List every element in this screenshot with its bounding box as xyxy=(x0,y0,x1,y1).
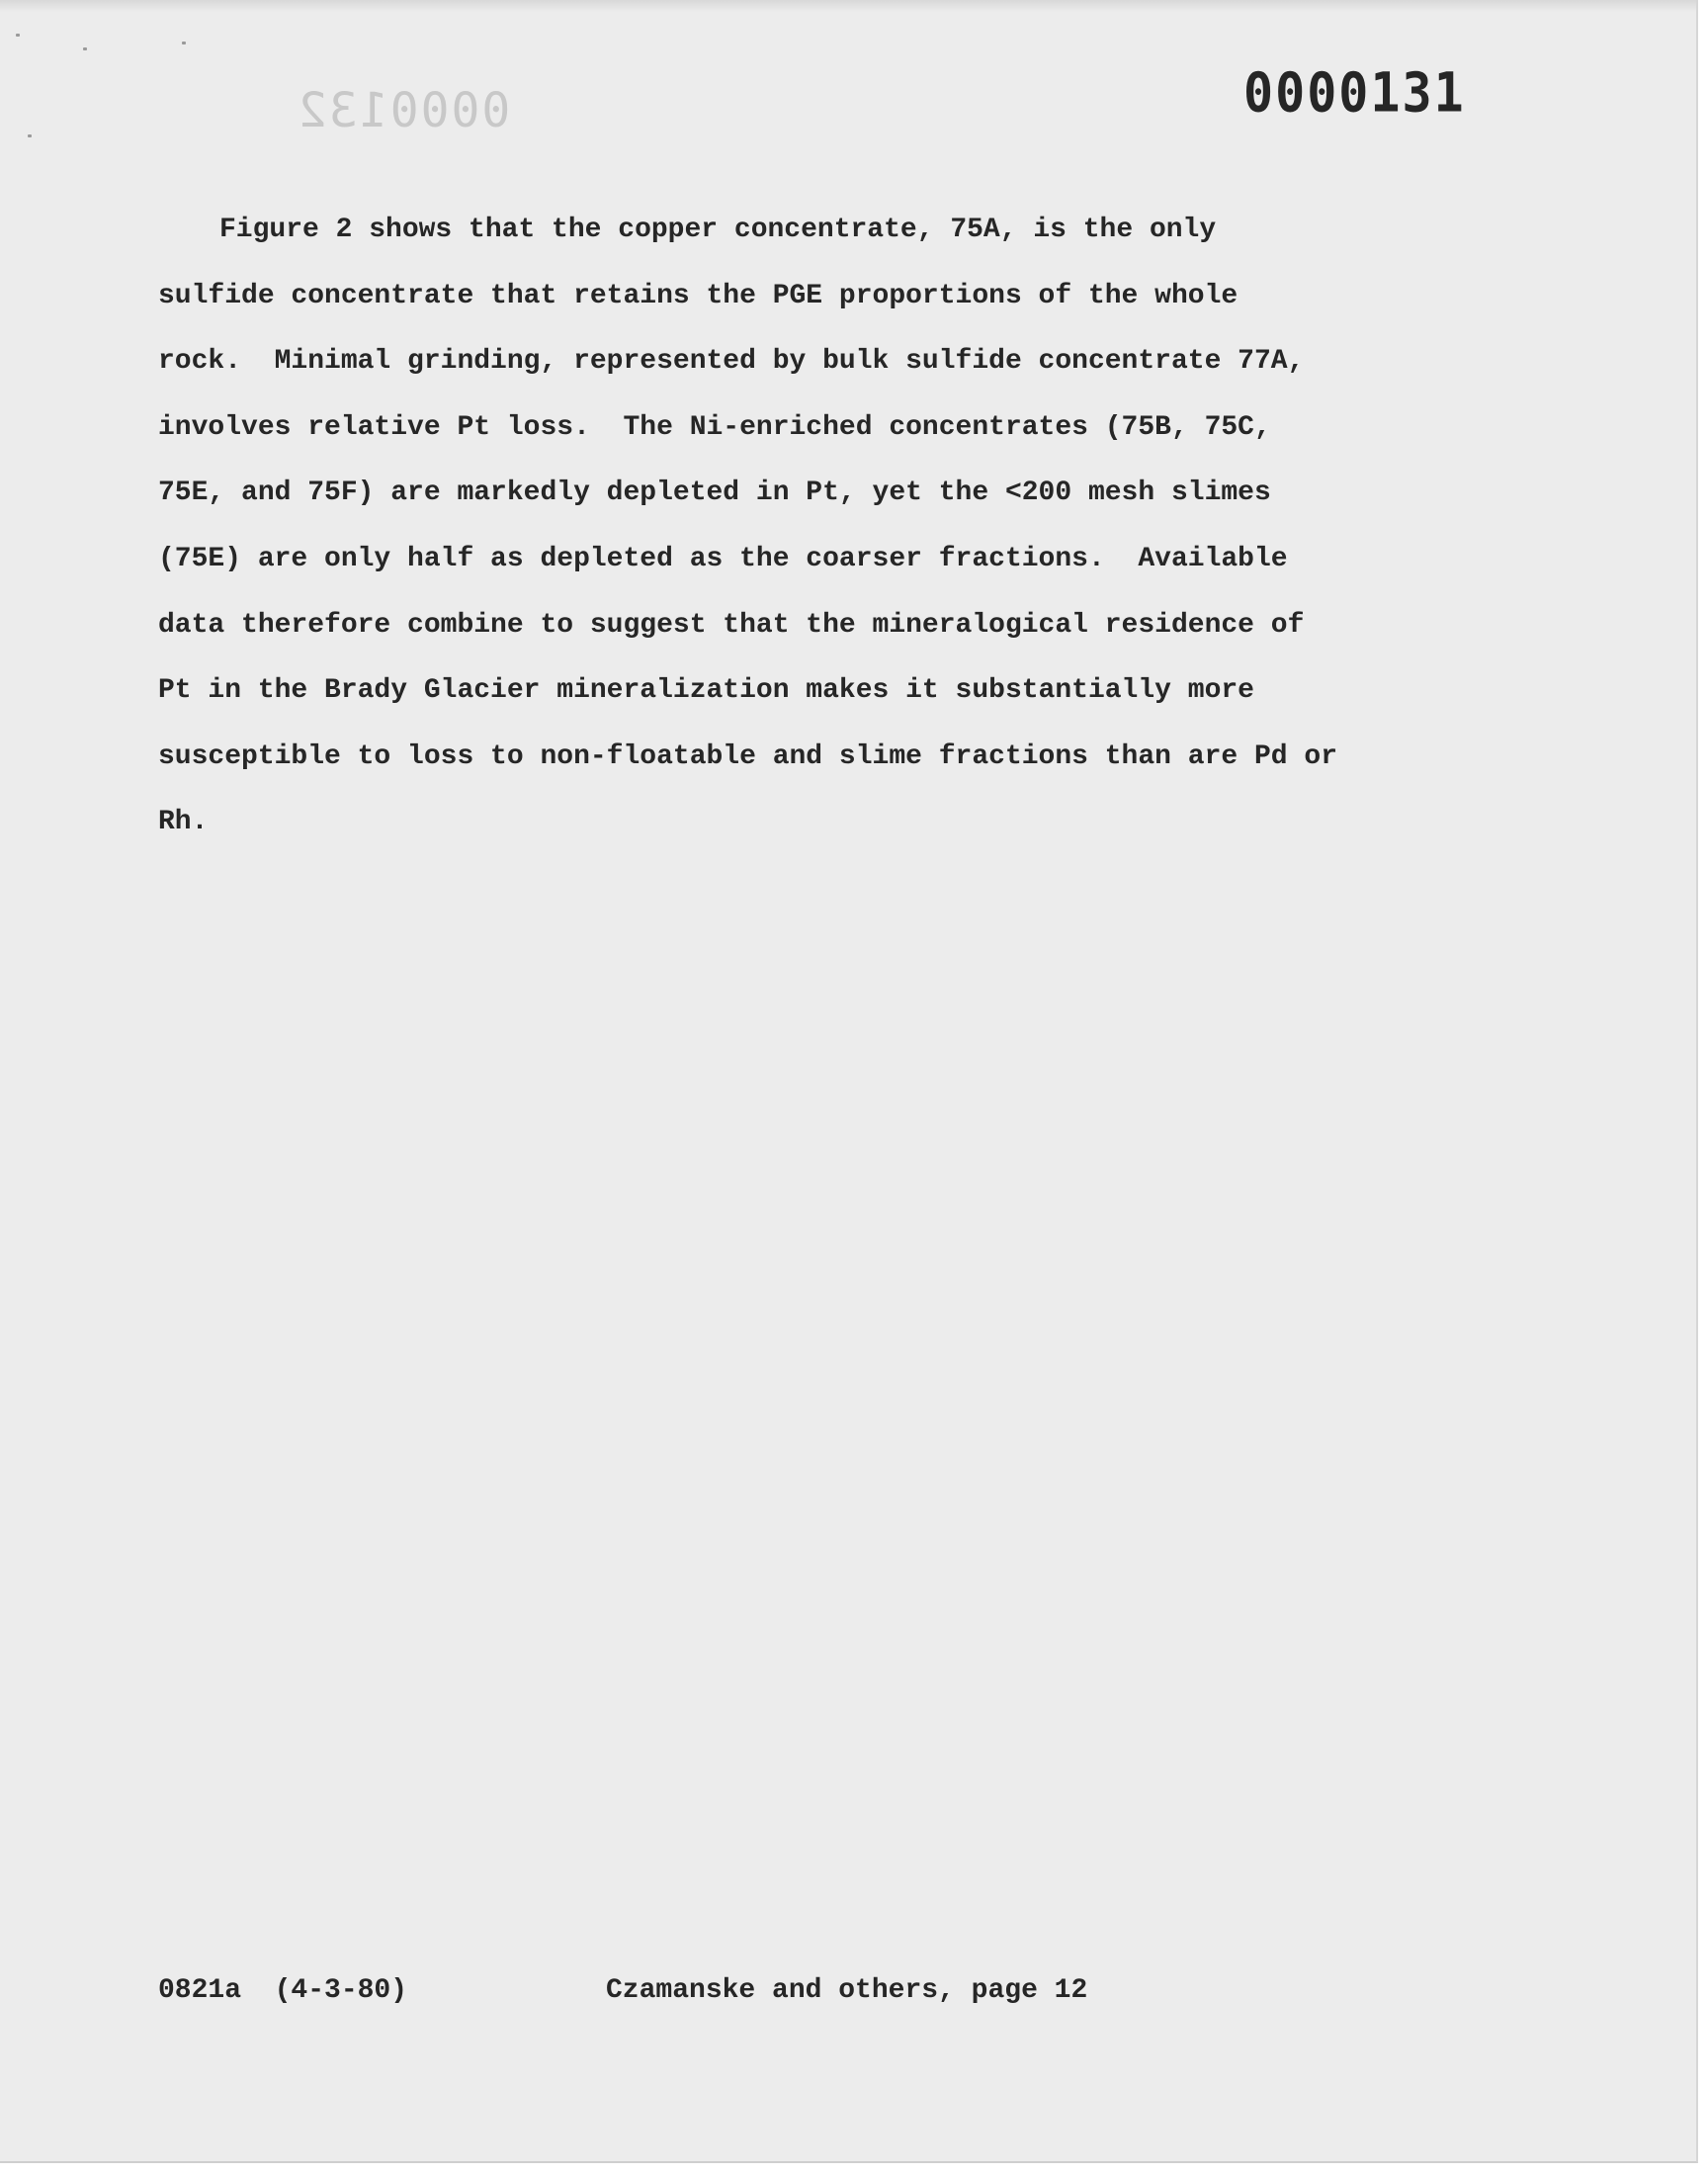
body-line: data therefore combine to suggest that the mineralogical residence of xyxy=(158,609,1305,641)
body-line: (75E) are only half as depleted as the coarser fractions. Available xyxy=(158,543,1288,574)
footer-page-label: Czamanske and others, page 12 xyxy=(606,1975,1088,2006)
body-line: Rh. xyxy=(158,807,209,838)
scan-speck xyxy=(16,34,20,37)
body-line: Pt in the Brady Glacier mineralization makes it substantially more xyxy=(158,675,1254,707)
body-paragraph xyxy=(158,198,1384,856)
page-stamp-number: 0000131 xyxy=(1243,61,1466,125)
scan-speck xyxy=(83,47,87,50)
body-line: involves relative Pt loss. The Ni-enriched concentrates (75B, 75C, xyxy=(158,411,1271,443)
body-line: rock. Minimal grinding, represented by bulk sulfide concentrate 77A, xyxy=(158,346,1305,378)
body-line: susceptible to loss to non-floatable and slime fractions than are Pd or xyxy=(158,740,1337,772)
body-line: sulfide concentrate that retains the PGE proportions of the whole xyxy=(158,280,1238,311)
page-top-edge xyxy=(0,0,1696,12)
body-line: Figure 2 shows that the copper concentrate, 75A, is the only xyxy=(219,215,1217,245)
body-line: 75E, and 75F) are markedly depleted in Pt, yet the <200 mesh slimes xyxy=(158,478,1271,509)
footer-doc-code: 0821a (4-3-80) xyxy=(158,1975,408,2006)
scan-speck xyxy=(28,134,32,137)
bleed-through-page-number: 0000132 xyxy=(297,83,511,138)
scan-speck xyxy=(182,42,186,44)
